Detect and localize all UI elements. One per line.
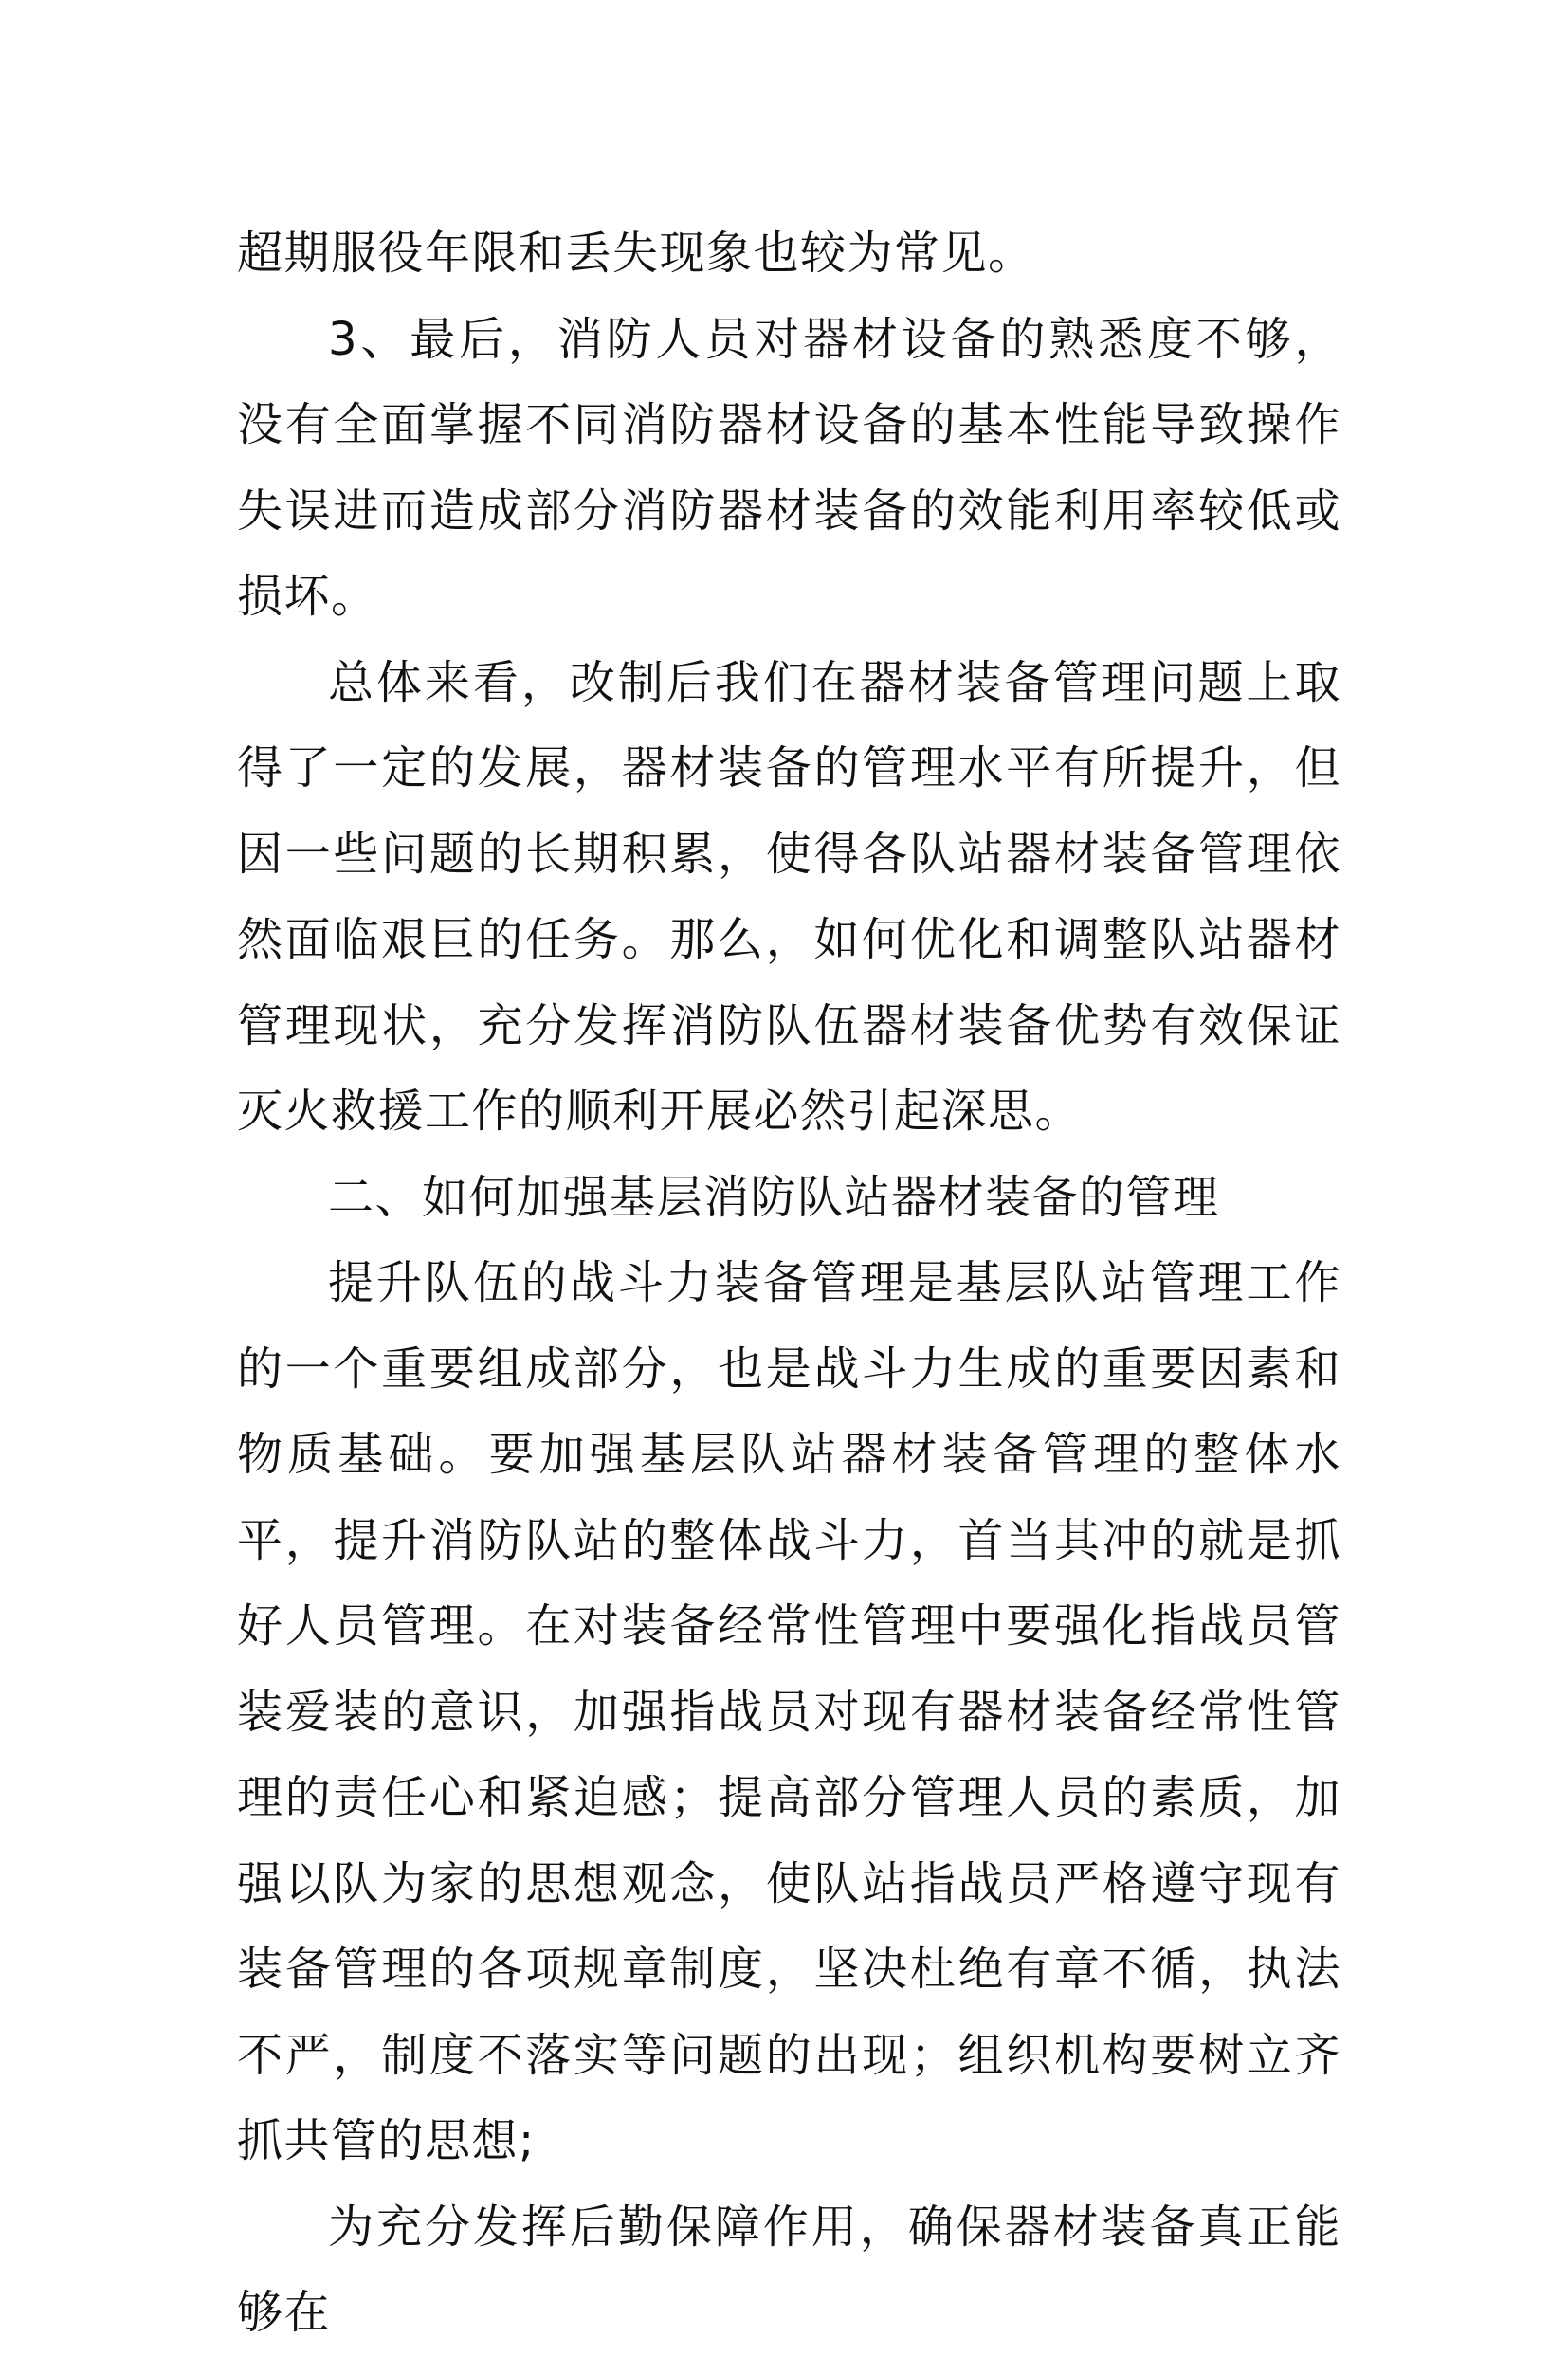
paragraph-3: 总体来看，改制后我们在器材装备管理问题上取得了一定的发展，器材装备的管理水平有所提升，但因一些问题的长期积累，使得各队站器材装备管理依然面临艰巨的任务。那么，如何优化和调整队站器材管理现状，充分发挥消防队伍器材装备优势有效保证灭火救援工作的顺利开展必然引起深思。 xyxy=(237,655,1341,1138)
section-heading: 二、如何加强基层消防队站器材装备的管理 xyxy=(328,1170,1220,1224)
paragraph-1: 超期服役年限和丢失现象也较为常见。 xyxy=(237,227,1035,280)
paragraph-4: 提升队伍的战斗力装备管理是基层队站管理工作的一个重要组成部分，也是战斗力生成的重要因素和物质基础。要加强基层队站器材装备管理的整体水平，提升消防队站的整体战斗力，首当其冲的就是抓好人员管理。在对装备经常性管理中要强化指战员管装爱装的意识，加强指战员对现有器材装备经常性管理的责任心和紧迫感；提高部分管理人员的素质，加强以队为家的思想观念，使队站指战员严格遵守现有装备管理的各项规章制度，坚决杜绝有章不循，执法不严，制度不落实等问题的出现；组织机构要树立齐抓共管的思想; xyxy=(237,1256,1341,2167)
paragraph-2: 3、最后，消防人员对器材设备的熟悉度不够，没有全面掌握不同消防器材设备的基本性能导致操作失误进而造成部分消防器材装备的效能利用率较低或损坏。 xyxy=(237,312,1341,623)
paragraph-5: 为充分发挥后勤保障作用，确保器材装备真正能够在 xyxy=(237,2200,1341,2339)
body-text xyxy=(237,210,1341,2356)
